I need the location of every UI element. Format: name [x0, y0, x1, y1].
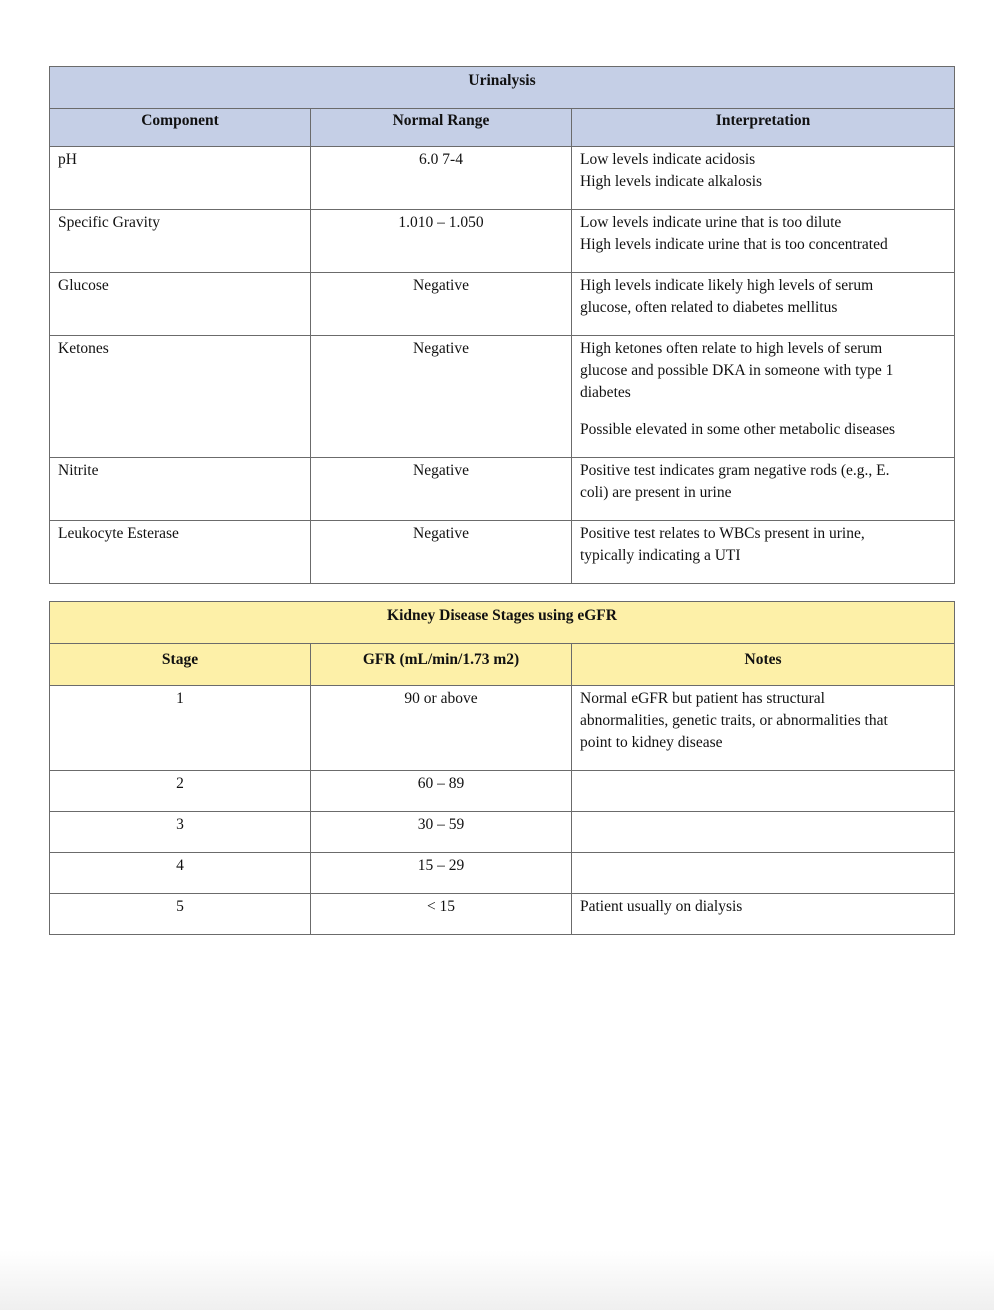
component-cell: Nitrite [50, 458, 311, 521]
interpretation-line: High levels indicate alkalosis [580, 173, 763, 190]
range-cell: Negative [311, 458, 572, 521]
interpretation-cell [572, 210, 955, 273]
table-row [50, 210, 955, 273]
notes-line: abnormalities, genetic traits, or abnormalities that [580, 712, 888, 729]
interpretation-line: typically indicating a UTI [580, 547, 741, 564]
component-cell: Specific Gravity [50, 210, 311, 273]
notes-cell [572, 771, 955, 812]
column-header-interpretation: Interpretation [572, 109, 955, 147]
column-header-normal-range: Normal Range [311, 109, 572, 147]
column-header-notes: Notes [572, 644, 955, 686]
gfr-cell: 15 – 29 [311, 853, 572, 894]
interpretation-line: Positive test indicates gram negative rods (e.g., E. [580, 462, 890, 479]
table-row [50, 853, 955, 894]
urinalysis-table [49, 66, 955, 584]
notes-cell [572, 894, 955, 935]
range-cell: 6.0 7-4 [311, 147, 572, 210]
table-row [50, 812, 955, 853]
notes-line: Patient usually on dialysis [580, 898, 743, 915]
component-cell: Glucose [50, 273, 311, 336]
table-row [50, 458, 955, 521]
interpretation-cell [572, 458, 955, 521]
interpretation-line: Low levels indicate urine that is too dilute [580, 214, 842, 231]
range-cell: Negative [311, 521, 572, 584]
component-cell: Ketones [50, 336, 311, 458]
interpretation-cell [572, 147, 955, 210]
range-cell: Negative [311, 336, 572, 458]
table-row [50, 521, 955, 584]
interpretation-line: diabetes [580, 384, 631, 401]
component-cell: pH [50, 147, 311, 210]
interpretation-line: Low levels indicate acidosis [580, 151, 756, 168]
gfr-cell: 60 – 89 [311, 771, 572, 812]
stage-cell: 3 [50, 812, 311, 853]
column-header-stage: Stage [50, 644, 311, 686]
table-row [50, 894, 955, 935]
notes-line: Normal eGFR but patient has structural [580, 690, 825, 707]
paragraph-gap [580, 404, 946, 419]
interpretation-line: coli) are present in urine [580, 484, 732, 501]
interpretation-line: High levels indicate likely high levels of serum [580, 277, 874, 294]
stage-cell: 2 [50, 771, 311, 812]
table-row [50, 336, 955, 458]
urinalysis-title: Urinalysis [50, 67, 955, 109]
page-bottom-shade [0, 1250, 994, 1310]
interpretation-cell [572, 273, 955, 336]
kidney-disease-title: Kidney Disease Stages using eGFR [50, 602, 955, 644]
column-header-component: Component [50, 109, 311, 147]
kidney-disease-stages-table [49, 601, 955, 935]
interpretation-cell [572, 521, 955, 584]
interpretation-line: Possible elevated in some other metabolic diseases [580, 421, 896, 438]
interpretation-line: glucose and possible DKA in someone with type 1 [580, 362, 894, 379]
gfr-cell: 30 – 59 [311, 812, 572, 853]
notes-cell [572, 853, 955, 894]
notes-cell [572, 812, 955, 853]
column-header-gfr: GFR (mL/min/1.73 m2) [311, 644, 572, 686]
range-cell: Negative [311, 273, 572, 336]
interpretation-cell [572, 336, 955, 458]
gfr-cell: < 15 [311, 894, 572, 935]
interpretation-line: High levels indicate urine that is too concentrated [580, 236, 888, 253]
notes-line: point to kidney disease [580, 734, 723, 751]
stage-cell: 5 [50, 894, 311, 935]
stage-cell: 4 [50, 853, 311, 894]
stage-cell: 1 [50, 686, 311, 771]
table-row [50, 686, 955, 771]
notes-cell [572, 686, 955, 771]
interpretation-line: Positive test relates to WBCs present in urine, [580, 525, 865, 542]
table-row [50, 147, 955, 210]
interpretation-line: glucose, often related to diabetes mellitus [580, 299, 838, 316]
table-row [50, 771, 955, 812]
interpretation-line: High ketones often relate to high levels of serum [580, 340, 883, 357]
component-cell: Leukocyte Esterase [50, 521, 311, 584]
gfr-cell: 90 or above [311, 686, 572, 771]
range-cell: 1.010 – 1.050 [311, 210, 572, 273]
table-row [50, 273, 955, 336]
